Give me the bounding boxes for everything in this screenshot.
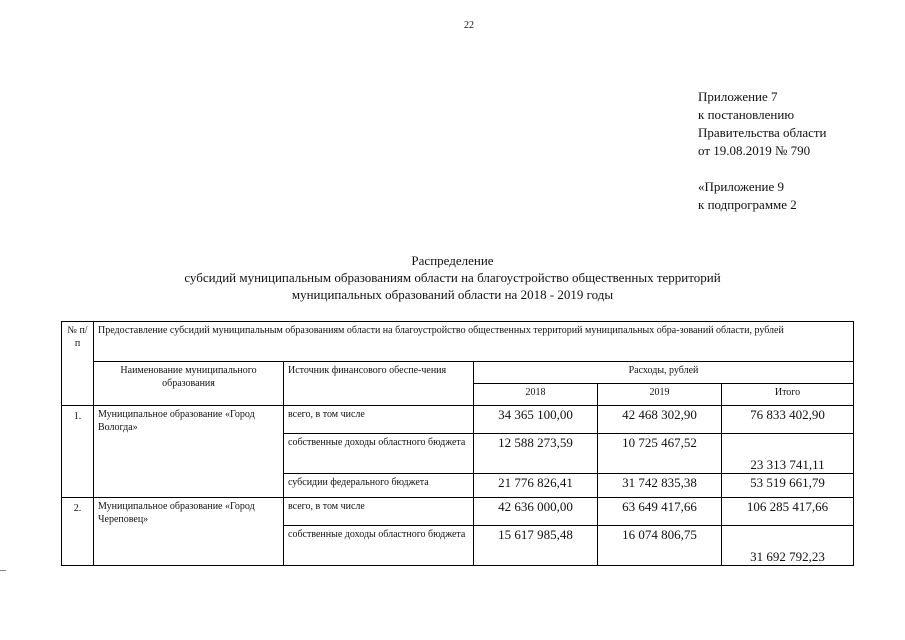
page-number: 22 (464, 20, 474, 31)
appendix-line: от 19.08.2019 № 790 (698, 143, 811, 158)
source-label: собственные доходы областного бюджета (284, 526, 474, 566)
appendix-line: Правительства области (698, 125, 827, 140)
title-line: муниципальных образований области на 2018 - 2019 годы (291, 287, 614, 302)
value-total: 31 692 792,23 (722, 526, 854, 566)
municipality-name: Муниципальное образование «Город Череповец» (94, 498, 284, 566)
value-total: 53 519 661,79 (722, 474, 854, 498)
appendix-line: к постановлению (698, 107, 795, 122)
col-header-name: Наименование муниципального образования (94, 362, 284, 406)
value-2019: 31 742 835,38 (598, 474, 722, 498)
value-total: 106 285 417,66 (722, 498, 854, 526)
appendix-line: «Приложение 9 (698, 179, 785, 194)
num-header: № п/п (62, 322, 94, 406)
appendix-line: к подпрограмме 2 (698, 197, 797, 212)
value-2018: 42 636 000,00 (474, 498, 598, 526)
value-total: 76 833 402,90 (722, 406, 854, 434)
table-row (62, 406, 854, 434)
source-label: собственные доходы областного бюджета (284, 434, 474, 474)
row-number: 1. (62, 406, 94, 498)
scan-edge-mark (0, 570, 6, 571)
col-header-total: Итого (722, 384, 854, 406)
value-2018: 34 365 100,00 (474, 406, 598, 434)
source-label: субсидии федерального бюджета (284, 474, 474, 498)
value-2018: 12 588 273,59 (474, 434, 598, 474)
value-2019: 42 468 302,90 (598, 406, 722, 434)
value-2019: 63 649 417,66 (598, 498, 722, 526)
col-header-source: Источник финансового обеспе-чения (284, 362, 474, 406)
appendix-line: Приложение 7 (698, 89, 778, 104)
title-line: субсидий муниципальным образованиям области на благоустройство общественных территорий (184, 270, 721, 285)
subsidy-table (61, 321, 854, 566)
table-caption: Предоставление субсидий муниципальным образованиям области на благоустройство общественных территорий муниципальных обра-зований области, рублей (94, 322, 854, 362)
value-2019: 10 725 467,52 (598, 434, 722, 474)
value-2018: 21 776 826,41 (474, 474, 598, 498)
value-total: 23 313 741,11 (722, 434, 854, 474)
col-header-2019: 2019 (598, 384, 722, 406)
col-header-expenses: Расходы, рублей (474, 362, 854, 384)
municipality-name: Муниципальное образование «Город Вологда» (94, 406, 284, 498)
value-2018: 15 617 985,48 (474, 526, 598, 566)
source-label: всего, в том числе (284, 406, 474, 434)
title-line: Распределение (411, 253, 494, 268)
row-number: 2. (62, 498, 94, 566)
source-label: всего, в том числе (284, 498, 474, 526)
document-title (0, 252, 905, 303)
value-2019: 16 074 806,75 (598, 526, 722, 566)
table-row (62, 498, 854, 526)
spacer (698, 160, 827, 178)
col-header-2018: 2018 (474, 384, 598, 406)
appendix-block (698, 88, 827, 214)
